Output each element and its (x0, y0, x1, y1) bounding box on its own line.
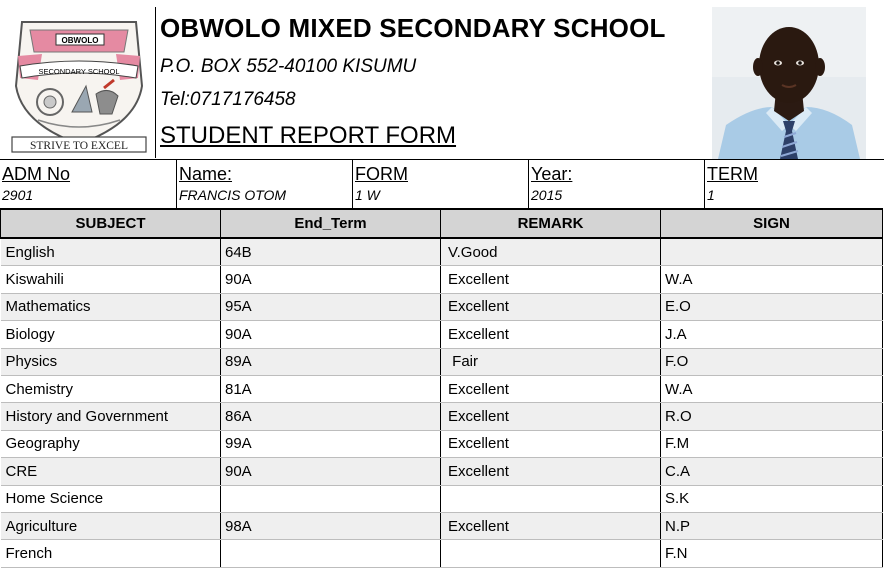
crest-image (8, 16, 150, 156)
cell-remark: V.Good (441, 238, 661, 266)
cell-sign: E.O (661, 293, 883, 320)
table-row (1, 375, 883, 402)
form-value: 1 W (355, 187, 380, 203)
cell-sign: F.M (661, 430, 883, 457)
cell-subject: Agriculture (1, 512, 221, 539)
cell-sign (661, 238, 883, 266)
cell-end-term (221, 485, 441, 512)
school-name: OBWOLO MIXED SECONDARY SCHOOL (160, 13, 666, 43)
cell-remark: Fair (441, 348, 661, 375)
cell-sign: C.A (661, 458, 883, 485)
cell-subject: Geography (1, 430, 221, 457)
cell-sign: W.A (661, 266, 883, 293)
cell-end-term: 95A (221, 293, 441, 320)
school-address: P.O. BOX 552-40100 KISUMU (160, 56, 417, 77)
cell-sign: J.A (661, 321, 883, 348)
table-row (1, 485, 883, 512)
crest-top-text: OBWOLO (61, 36, 99, 45)
cell-subject: Physics (1, 348, 221, 375)
student-photo (712, 7, 866, 159)
table-row (1, 430, 883, 457)
cell-subject: History and Government (1, 403, 221, 430)
table-row (1, 540, 883, 567)
table-row (1, 238, 883, 266)
table-row (1, 512, 883, 539)
cell-remark: Excellent (441, 293, 661, 320)
form-label: FORM (355, 164, 408, 184)
table-row (1, 266, 883, 293)
crest-banner-text: SECONDARY SCHOOL (38, 67, 120, 76)
results-body (1, 238, 883, 567)
cell-end-term: 86A (221, 403, 441, 430)
cell-sign: W.A (661, 375, 883, 402)
cell-subject: Chemistry (1, 375, 221, 402)
table-header-row (1, 209, 883, 238)
cell-subject: English (1, 238, 221, 266)
cell-subject: Home Science (1, 485, 221, 512)
cell-subject: Kiswahili (1, 266, 221, 293)
adm-no-label: ADM No (2, 164, 71, 184)
cell-end-term: 81A (221, 375, 441, 402)
cell-remark: Excellent (441, 512, 661, 539)
term-field (704, 160, 884, 208)
table-row (1, 321, 883, 348)
cell-subject: Biology (1, 321, 221, 348)
year-label: Year: (531, 164, 573, 184)
cell-subject: Mathematics (1, 293, 221, 320)
cell-end-term: 98A (221, 512, 441, 539)
cell-remark (441, 540, 661, 567)
column-header-end-term: End_Term (221, 209, 441, 238)
results-table (0, 208, 883, 568)
school-telephone: Tel:0717176458 (160, 89, 296, 110)
name-value: FRANCIS OTOM (179, 187, 287, 203)
name-field (176, 160, 352, 208)
table-row (1, 348, 883, 375)
table-row (1, 293, 883, 320)
school-crest (3, 7, 156, 158)
term-value: 1 (707, 187, 715, 203)
cell-sign: R.O (661, 403, 883, 430)
year-field (528, 160, 704, 208)
form-field (352, 160, 528, 208)
cell-end-term: 64B (221, 238, 441, 266)
cell-remark (441, 485, 661, 512)
column-header-remark: REMARK (441, 209, 661, 238)
cell-subject: CRE (1, 458, 221, 485)
crest-motto: STRIVE TO EXCEL (30, 140, 128, 152)
name-label: Name: (179, 164, 233, 184)
table-row (1, 403, 883, 430)
adm-no-field (0, 160, 176, 208)
cell-sign: F.O (661, 348, 883, 375)
cell-remark: Excellent (441, 321, 661, 348)
cell-end-term: 90A (221, 458, 441, 485)
cell-sign: S.K (661, 485, 883, 512)
cell-remark: Excellent (441, 430, 661, 457)
cell-remark: Excellent (441, 403, 661, 430)
report-title: STUDENT REPORT FORM (160, 122, 457, 149)
cell-subject: French (1, 540, 221, 567)
term-label: TERM (707, 164, 758, 184)
cell-remark: Excellent (441, 266, 661, 293)
column-header-sign: SIGN (661, 209, 883, 238)
cell-end-term: 90A (221, 321, 441, 348)
cell-sign: F.N (661, 540, 883, 567)
cell-end-term (221, 540, 441, 567)
cell-remark: Excellent (441, 375, 661, 402)
adm-no-value: 2901 (2, 187, 34, 203)
cell-end-term: 99A (221, 430, 441, 457)
column-header-subject: SUBJECT (1, 209, 221, 238)
year-value: 2015 (531, 187, 563, 203)
cell-sign: N.P (661, 512, 883, 539)
table-row (1, 458, 883, 485)
cell-end-term: 89A (221, 348, 441, 375)
cell-end-term: 90A (221, 266, 441, 293)
cell-remark: Excellent (441, 458, 661, 485)
